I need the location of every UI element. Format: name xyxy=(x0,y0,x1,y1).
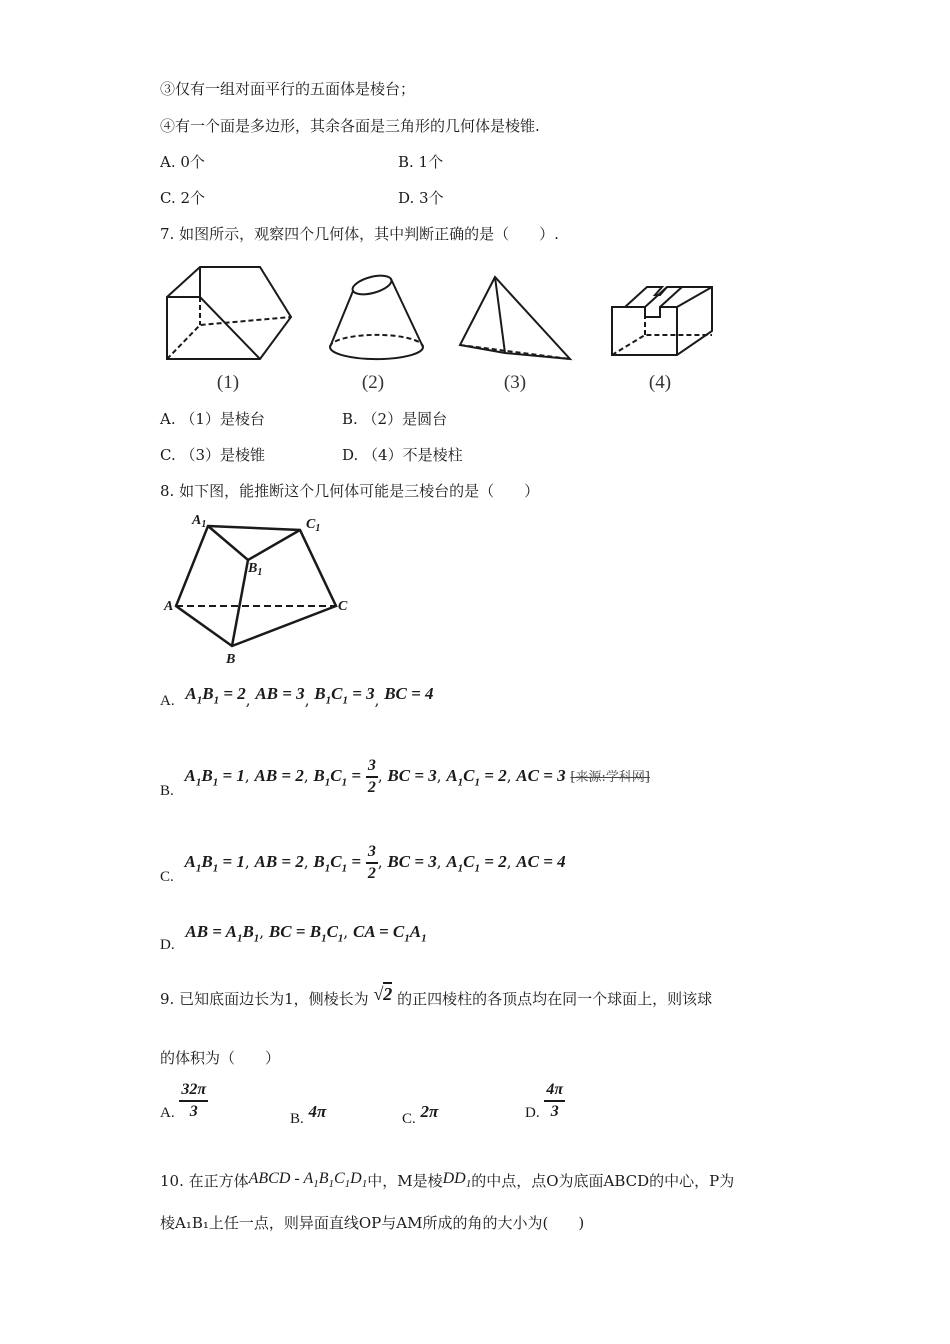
q6-option-a: A. 0个 xyxy=(160,153,205,171)
q7-figure-1 xyxy=(167,267,291,359)
q9-option-c: C. 2π xyxy=(402,1102,439,1127)
svg-text:A1: $A_1$ xyxy=(192,513,207,530)
q7-fig-label-2: (2) xyxy=(361,372,385,393)
source-watermark: [来源:学科网] xyxy=(570,770,650,785)
q10-stem-line2: 棱A₁B₁上任一点，则异面直线OP与AM所成的角的大小为( ) xyxy=(160,1214,585,1232)
q8-option-d: D. AB = $A_1B_1$, BC = $B_1C_1$, CA = $C_1A_1$ xyxy=(160,922,427,953)
q9-stem-line2: 的体积为（ ） xyxy=(160,1049,281,1067)
q7-stem: 7. 如图所示，观察四个几何体，其中判断正确的是（ ）. xyxy=(160,225,559,243)
q7-option-c: C. （3）是棱锥 xyxy=(160,446,266,464)
svg-text:B1: $B_1$ xyxy=(248,561,263,578)
q8-fig-vertex-b: B xyxy=(226,652,236,667)
q6-statement-4: ④有一个面是多边形，其余各面是三角形的几何体是棱锥. xyxy=(160,117,540,135)
q6-option-d: D. 3个 xyxy=(398,189,444,207)
q7-figure-2 xyxy=(330,272,423,359)
q6-option-c: C. 2个 xyxy=(160,189,206,207)
q6-option-b: B. 1个 xyxy=(398,153,444,171)
q7-option-a: A. （1）是棱台 xyxy=(160,410,265,428)
q9-option-d: D. $\frac{4\pi}{3}$ xyxy=(525,1081,564,1121)
q7-figure-4 xyxy=(612,287,712,355)
q10-stem: 10. 在正方体ABCD - $A_1B_1C_1D_1$中，M是棱$DD_1$的中点，点O为底面ABCD的中心，P为 xyxy=(160,1170,735,1191)
q8-fig-vertex-a: A xyxy=(164,599,174,614)
q8-figure xyxy=(160,510,360,670)
q7-fig-label-1: (1) xyxy=(216,372,240,393)
q7-option-d: D. （4）不是棱柱 xyxy=(342,446,463,464)
q7-option-b: B. （2）是圆台 xyxy=(342,410,448,428)
q9-stem: 9. 已知底面边长为1，侧棱长为 √2 的正四棱柱的各顶点均在同一个球面上，则该球 xyxy=(160,984,713,1008)
q8-fig-vertex-c: C xyxy=(338,599,348,614)
q8-option-a: A. $A_1B_1 = 2$, AB = 3, $B_1C_1 = 3$, BC = 4 xyxy=(160,684,434,709)
q8-stem: 8. 如下图，能推断这个几何体可能是三棱台的是（ ） xyxy=(160,482,540,500)
svg-text:C1: $C_1$ xyxy=(306,517,321,534)
q6-statement-3: ③仅有一组对面平行的五面体是棱台； xyxy=(160,80,416,98)
q7-figures xyxy=(155,255,735,395)
q9-option-b: B. 4π xyxy=(290,1102,327,1127)
q7-fig-label-4: (4) xyxy=(648,372,672,393)
q9-option-a: A. $\frac{32\pi}{3}$ xyxy=(160,1081,207,1121)
q8-option-c: C. $A_1B_1 = 1$, AB = 2, $B_1C_1$ = $\frac{3}{2}$ , BC = 3, $A_1C_1 = 2$, AC = 4 xyxy=(160,843,566,885)
q7-fig-label-3: (3) xyxy=(503,372,527,393)
q7-figure-3 xyxy=(460,277,570,359)
q8-option-b: B. $A_1B_1 = 1$, AB = 2, $B_1C_1$ = $\frac{3}{2}$ , BC = 3, $A_1C_1 = 2$, AC = 3 [来源:学科网] xyxy=(160,757,650,799)
